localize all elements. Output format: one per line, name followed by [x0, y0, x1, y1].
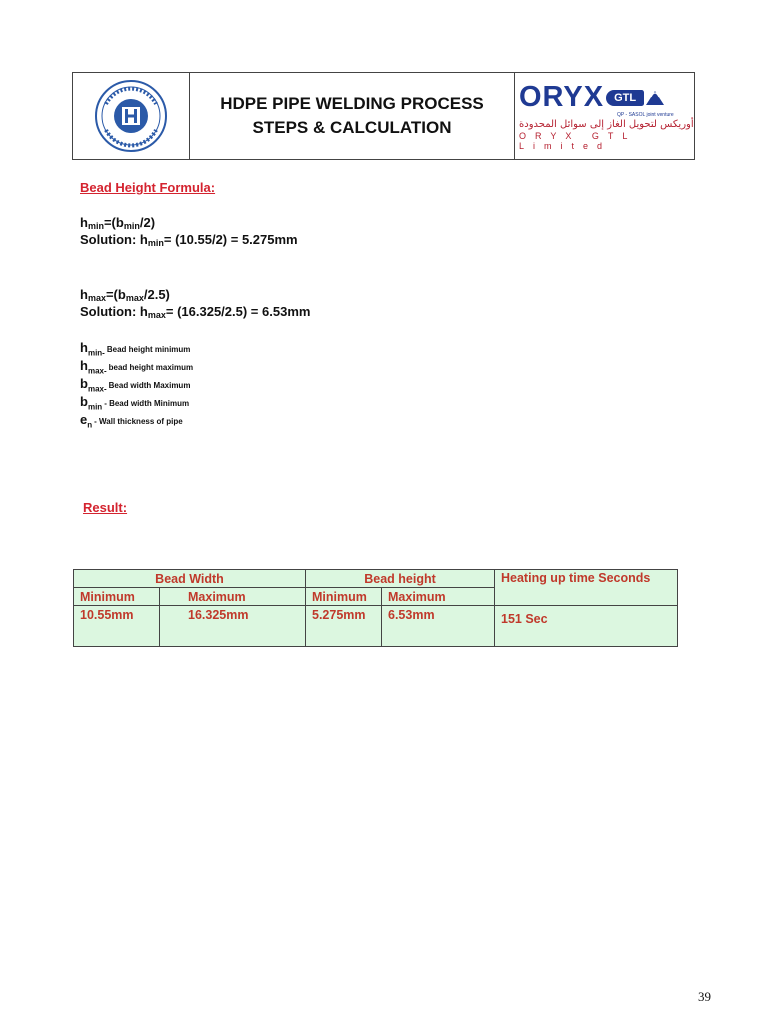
bead-height-formula-heading: Bead Height Formula:: [80, 180, 216, 195]
hmin-solution-prefix: Solution: h: [80, 232, 148, 247]
hmin-solution: [80, 232, 298, 248]
result-table: [73, 569, 678, 647]
document-title-line1: HDPE PIPE WELDING PROCESS: [220, 94, 484, 113]
bead-height-max-value: 6.53mm: [382, 606, 495, 647]
legend-subscript: min-: [87, 348, 105, 358]
legend-item: [80, 394, 193, 412]
bead-width-max-value: 16.325mm: [160, 606, 306, 647]
bmin-subscript: min: [123, 221, 140, 231]
document-header: [72, 72, 695, 160]
hmin-divisor: /2): [139, 215, 156, 230]
table-header-row: [74, 570, 678, 588]
bead-width-min-value: 10.55mm: [74, 606, 160, 647]
legend-description: - Wall thickness of pipe: [94, 417, 183, 426]
legend-item: [80, 376, 193, 394]
hmax-formula: [80, 287, 170, 303]
symbol-legend: [80, 340, 193, 430]
document-title-line2: STEPS & CALCULATION: [252, 118, 452, 137]
hmax-solution-subscript: max: [147, 310, 166, 320]
legend-item: [80, 412, 193, 430]
legend-symbol: h: [80, 340, 88, 355]
legend-description: - Bead width Minimum: [104, 399, 190, 408]
hmax-divisor: /2.5): [143, 287, 170, 302]
hmin-symbol: h: [80, 215, 88, 230]
title-cell: [190, 73, 515, 159]
client-logo-cell: [515, 73, 694, 159]
oryx-wordmark: ORYX: [519, 81, 605, 113]
hmin-solution-subscript: min: [147, 238, 164, 248]
legend-symbol: h: [80, 358, 88, 373]
legend-subscript: n: [87, 420, 93, 430]
gtl-badge: GTL: [606, 90, 644, 106]
hmax-solution-result: = (16.325/2.5) = 6.53mm: [165, 304, 311, 319]
hmax-solution-prefix: Solution: h: [80, 304, 148, 319]
heating-time-header: Heating up time Seconds: [495, 570, 678, 606]
bead-width-header: Bead Width: [74, 570, 306, 588]
hmin-solution-result: = (10.55/2) = 5.275mm: [163, 232, 298, 247]
legend-description: Bead height minimum: [106, 345, 191, 354]
legend-subscript: max-: [87, 384, 107, 394]
hmax-equals: =(b: [105, 287, 126, 302]
bead-height-min-label: Minimum: [306, 588, 382, 606]
hmax-solution: [80, 304, 310, 320]
legend-symbol: e: [80, 412, 88, 427]
bead-height-max-label: Maximum: [382, 588, 495, 606]
hmin-equals: =(b: [103, 215, 124, 230]
bead-height-header: Bead height: [306, 570, 495, 588]
legend-description: Bead width Maximum: [108, 381, 191, 390]
heating-time-value: 151 Sec: [495, 606, 678, 647]
hmin-formula: [80, 215, 155, 231]
table-row: [74, 606, 678, 647]
bmax-subscript: max: [125, 293, 144, 303]
company-logo-cell: [73, 73, 190, 159]
legend-symbol: b: [80, 376, 88, 391]
legend-subscript: min: [87, 402, 103, 412]
hmax-subscript: max: [87, 293, 106, 303]
bead-height-min-value: 5.275mm: [306, 606, 382, 647]
oryx-arabic-name: أوريكس لتحويل الغاز إلى سوائل المحدودة: [519, 119, 694, 130]
oryx-horns-icon: [644, 89, 666, 107]
hmin-subscript: min: [87, 221, 104, 231]
bead-width-max-label: Maximum: [160, 588, 306, 606]
oryx-english-name: ORYX GTL Limited: [519, 131, 637, 151]
oryx-tagline: QP - SASOL joint venture: [617, 112, 674, 118]
company-seal-logo: [92, 78, 170, 154]
bead-width-min-label: Minimum: [74, 588, 160, 606]
legend-subscript: max-: [87, 366, 107, 376]
hmax-symbol: h: [80, 287, 88, 302]
page-number: 39: [698, 989, 711, 1004]
legend-description: bead height maximum: [108, 363, 194, 372]
legend-item: [80, 358, 193, 376]
legend-item: [80, 340, 193, 358]
oryx-logo: [519, 81, 666, 114]
result-heading: Result:: [83, 500, 128, 515]
legend-symbol: b: [80, 394, 88, 409]
